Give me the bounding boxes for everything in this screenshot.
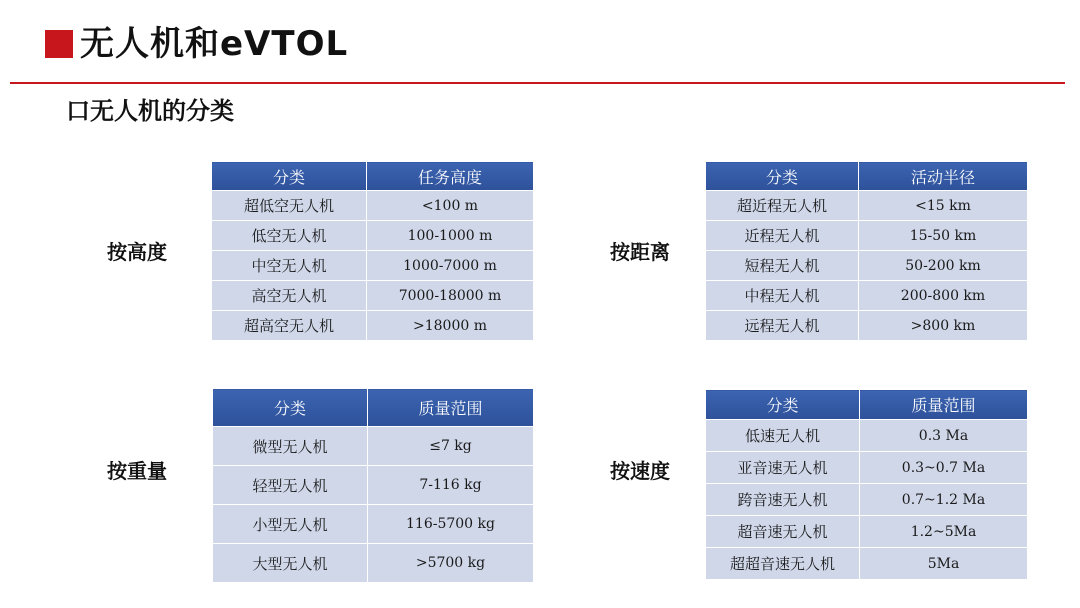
title-marker xyxy=(45,30,73,58)
value-cell: ≤7 kg xyxy=(368,427,534,466)
category-cell: 高空无人机 xyxy=(212,281,367,311)
value-cell: >18000 m xyxy=(367,311,534,341)
column-header: 分类 xyxy=(213,389,368,427)
category-cell: 大型无人机 xyxy=(213,544,368,583)
value-cell: 0.7~1.2 Ma xyxy=(860,484,1028,516)
category-cell: 超音速无人机 xyxy=(706,516,860,548)
table-row xyxy=(706,281,1028,311)
table-row xyxy=(213,427,534,466)
table-row xyxy=(706,548,1028,580)
value-cell: 1000-7000 m xyxy=(367,251,534,281)
category-cell: 亚音速无人机 xyxy=(706,452,860,484)
column-header: 活动半径 xyxy=(859,162,1028,191)
value-cell: 50-200 km xyxy=(859,251,1028,281)
category-cell: 跨音速无人机 xyxy=(706,484,860,516)
category-cell: 低速无人机 xyxy=(706,420,860,452)
table-row xyxy=(706,191,1028,221)
table-header-row xyxy=(706,162,1028,191)
table-row xyxy=(212,191,534,221)
category-cell: 超低空无人机 xyxy=(212,191,367,221)
column-header: 分类 xyxy=(706,162,859,191)
column-header: 任务高度 xyxy=(367,162,534,191)
category-cell: 小型无人机 xyxy=(213,505,368,544)
category-cell: 超高空无人机 xyxy=(212,311,367,341)
table-row xyxy=(213,544,534,583)
value-cell: <15 km xyxy=(859,191,1028,221)
group-label-height: 按高度 xyxy=(107,240,167,264)
value-cell: 15-50 km xyxy=(859,221,1028,251)
category-cell: 短程无人机 xyxy=(706,251,859,281)
column-header: 质量范围 xyxy=(860,390,1028,420)
category-cell: 中程无人机 xyxy=(706,281,859,311)
value-cell: 5Ma xyxy=(860,548,1028,580)
table-row xyxy=(706,221,1028,251)
table-row xyxy=(212,311,534,341)
value-cell: 7000-18000 m xyxy=(367,281,534,311)
group-label-distance: 按距离 xyxy=(610,240,670,264)
table-header-row xyxy=(213,389,534,427)
table-row xyxy=(706,452,1028,484)
category-cell: 中空无人机 xyxy=(212,251,367,281)
group-label-speed: 按速度 xyxy=(610,459,670,483)
category-cell: 远程无人机 xyxy=(706,311,859,341)
table-row xyxy=(213,505,534,544)
value-cell: >800 km xyxy=(859,311,1028,341)
category-cell: 超近程无人机 xyxy=(706,191,859,221)
value-cell: 116-5700 kg xyxy=(368,505,534,544)
category-cell: 轻型无人机 xyxy=(213,466,368,505)
column-header: 分类 xyxy=(706,390,860,420)
table-weight xyxy=(212,388,534,583)
value-cell: 100-1000 m xyxy=(367,221,534,251)
value-cell: 0.3~0.7 Ma xyxy=(860,452,1028,484)
value-cell: <100 m xyxy=(367,191,534,221)
category-cell: 微型无人机 xyxy=(213,427,368,466)
table-row xyxy=(706,311,1028,341)
table-header-row xyxy=(212,162,534,191)
value-cell: 7-116 kg xyxy=(368,466,534,505)
column-header: 质量范围 xyxy=(368,389,534,427)
category-cell: 近程无人机 xyxy=(706,221,859,251)
value-cell: 200-800 km xyxy=(859,281,1028,311)
table-row xyxy=(706,516,1028,548)
table-row xyxy=(213,466,534,505)
category-cell: 超超音速无人机 xyxy=(706,548,860,580)
table-row xyxy=(706,420,1028,452)
table-row xyxy=(212,221,534,251)
value-cell: 0.3 Ma xyxy=(860,420,1028,452)
title-divider xyxy=(10,82,1065,84)
table-row xyxy=(212,251,534,281)
value-cell: >5700 kg xyxy=(368,544,534,583)
table-header-row xyxy=(706,390,1028,420)
table-height xyxy=(211,161,534,341)
group-label-weight: 按重量 xyxy=(107,459,167,483)
column-header: 分类 xyxy=(212,162,367,191)
category-cell: 低空无人机 xyxy=(212,221,367,251)
table-row xyxy=(706,251,1028,281)
table-distance xyxy=(705,161,1028,341)
table-row xyxy=(212,281,534,311)
table-row xyxy=(706,484,1028,516)
value-cell: 1.2~5Ma xyxy=(860,516,1028,548)
page-title: 无人机和eVTOL xyxy=(80,24,349,64)
table-speed xyxy=(705,389,1028,580)
section-heading: 口无人机的分类 xyxy=(66,97,234,125)
